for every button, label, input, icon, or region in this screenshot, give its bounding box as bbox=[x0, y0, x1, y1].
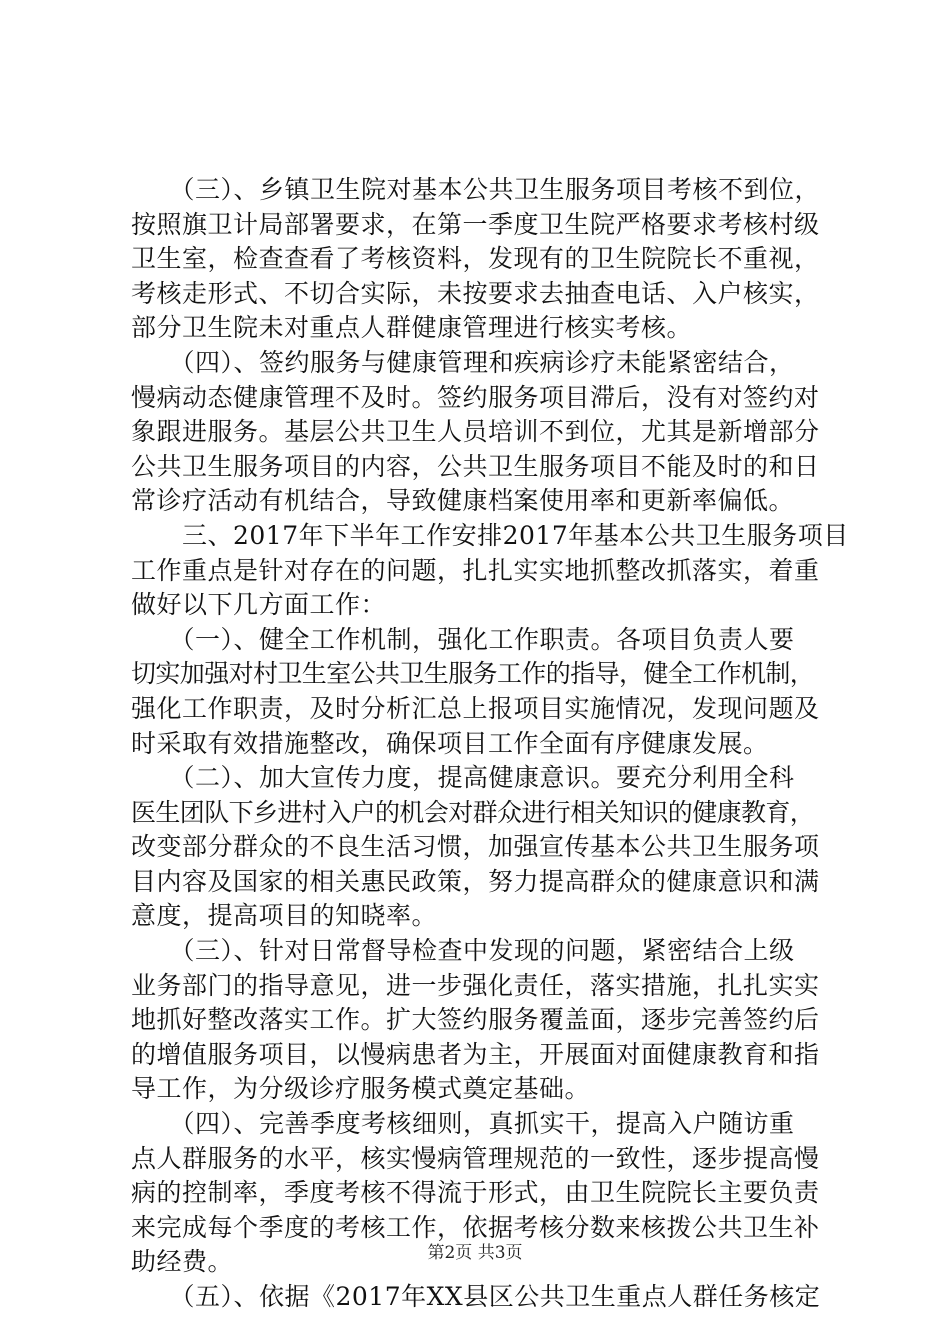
text-line: （五）、依据《2017年XX县区公共卫生重点人群任务核定 bbox=[131, 1282, 821, 1311]
text-line: 来完成每个季度的考核工作，依据考核分数来核拨公共卫生补 bbox=[131, 1212, 820, 1242]
text-line: 目内容及国家的相关惠民政策，努力提高群众的健康意识和满 bbox=[131, 866, 820, 896]
text-line: 常诊疗活动有机结合，导致健康档案使用率和更新率偏低。 bbox=[131, 486, 795, 516]
text-line: 象跟进服务。基层公共卫生人员培训不到位，尤其是新增部分 bbox=[131, 417, 820, 447]
body-text bbox=[131, 173, 849, 1315]
text-line: 改变部分群众的不良生活习惯，加强宣传基本公共卫生服务项 bbox=[131, 832, 820, 862]
text-line: 点人群服务的水平，核实慢病管理规范的一致性，逐步提高慢 bbox=[131, 1143, 820, 1173]
text-line: 卫生室，检查查看了考核资料，发现有的卫生院院长不重视， bbox=[131, 244, 820, 274]
text-line: 意度，提高项目的知晓率。 bbox=[131, 901, 438, 931]
text-line: 慢病动态健康管理不及时。签约服务项目滞后，没有对签约对 bbox=[131, 382, 820, 412]
text-line: 三、2017年下半年工作安排2017年基本公共卫生服务项目 bbox=[131, 520, 849, 550]
page-footer: 第2页 共3页 bbox=[427, 1243, 523, 1263]
text-line: （二）、加大宣传力度，提高健康意识。要充分利用全科 bbox=[131, 763, 795, 793]
text-line: 业务部门的指导意见，进一步强化责任，落实措施，扎扎实实 bbox=[131, 970, 820, 1000]
text-line: 做好以下几方面工作： bbox=[131, 590, 387, 620]
text-line: （四）、签约服务与健康管理和疾病诊疗未能紧密结合， bbox=[131, 347, 795, 377]
text-line: （一）、健全工作机制，强化工作职责。各项目负责人要 bbox=[131, 624, 795, 654]
text-line: （三）、乡镇卫生院对基本公共卫生服务项目考核不到位， bbox=[131, 175, 821, 204]
text-line: 助经费。 bbox=[131, 1247, 234, 1277]
text-line: 的增值服务项目，以慢病患者为主，开展面对面健康教育和指 bbox=[131, 1039, 820, 1069]
text-line: 部分卫生院未对重点人群健康管理进行核实考核。 bbox=[131, 313, 693, 343]
text-line: 医生团队下乡进村入户的机会对群众进行相关知识的健康教育， bbox=[131, 797, 815, 827]
text-line: 工作重点是针对存在的问题，扎扎实实地抓整改抓落实，着重 bbox=[131, 555, 820, 585]
text-line: 地抓好整改落实工作。扩大签约服务覆盖面，逐步完善签约后 bbox=[131, 1005, 820, 1035]
text-line: 公共卫生服务项目的内容，公共卫生服务项目不能及时的和日 bbox=[131, 451, 820, 481]
text-line: 按照旗卫计局部署要求，在第一季度卫生院严格要求考核村级 bbox=[131, 209, 820, 239]
text-line: 病的控制率，季度考核不得流于形式，由卫生院院长主要负责 bbox=[131, 1178, 820, 1208]
text-line: 强化工作职责，及时分析汇总上报项目实施情况，发现问题及 bbox=[131, 693, 820, 723]
text-line: 考核走形式、不切合实际，未按要求去抽查电话、入户核实， bbox=[131, 278, 820, 308]
text-line: 导工作，为分级诊疗服务模式奠定基础。 bbox=[131, 1074, 591, 1104]
text-line: （四）、完善季度考核细则，真抓实干，提高入户随访重 bbox=[131, 1109, 795, 1139]
text-line: 时采取有效措施整改，确保项目工作全面有序健康发展。 bbox=[131, 728, 769, 758]
text-line: 切实加强对村卫生室公共卫生服务工作的指导，健全工作机制， bbox=[131, 659, 815, 689]
text-line: （三）、针对日常督导检查中发现的问题，紧密结合上级 bbox=[131, 936, 795, 966]
